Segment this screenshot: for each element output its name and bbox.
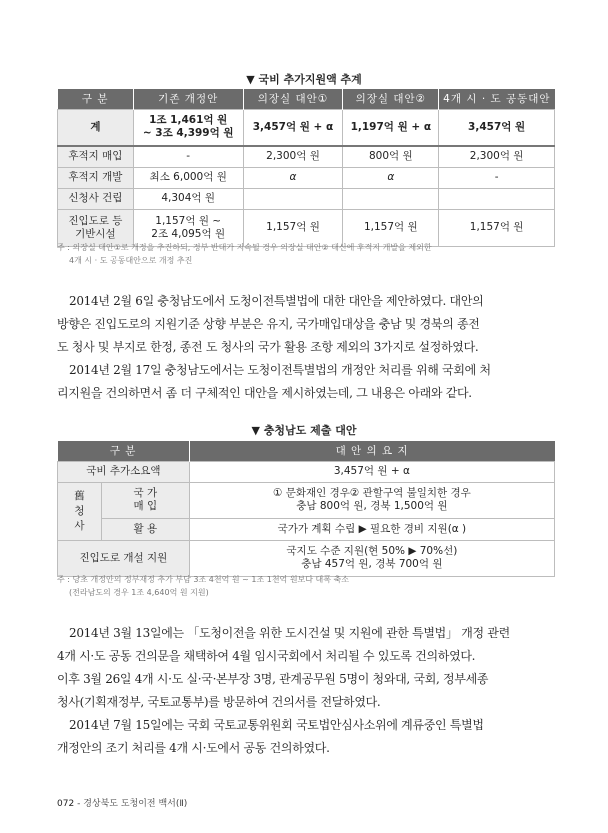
note-line: (전라남도의 경우 1조 4,640억 원 지원): [69, 588, 209, 597]
text-line: 2014년 2월 17일 충청남도에서는 도청이전특별법의 개정안 처리를 위해 국회에 처: [69, 363, 491, 377]
row-label: 후적지 매입: [58, 146, 134, 167]
cell-value: α: [343, 167, 439, 188]
table-row: [58, 482, 555, 518]
table2-title: ▼ 충청남도 제출 대안: [251, 424, 357, 437]
row-label: 진입도로 개설 지원: [58, 540, 190, 576]
cell-value: [189, 482, 554, 518]
page-number: 072: [57, 799, 75, 809]
text-line: 방향은 진입도로의 지원기준 상향 부분은 유지, 국가매입대상을 충남 및 경북의 종전: [57, 317, 480, 331]
cell-value: -: [133, 146, 243, 167]
cell-value: 최소 6,000억 원: [133, 167, 243, 188]
text-line: 2014년 3월 13일에는 「도청이전을 위한 도시건설 및 지원에 관한 특별법」 개정 관련: [69, 626, 510, 640]
cell-value: 1,157억 원: [439, 209, 555, 246]
header-existing: 기존 개정안: [133, 89, 243, 109]
table-row: [58, 518, 555, 540]
cell-value: [343, 188, 439, 209]
sub-label: [101, 482, 189, 518]
note-line: 4개 시 · 도 공동대안으로 개정 추진: [69, 256, 193, 265]
chungnam-alternative-table: [57, 441, 555, 577]
header-summary: 대 안 의 요 지: [189, 441, 554, 461]
note-line: 주 : 당초 개정안의 정부재정 추가 부담 3조 4천억 원 ~ 1조 1천억 원보다 대폭 축소: [57, 575, 350, 584]
cell-line: 1,157억 원 ~: [155, 214, 222, 227]
page-footer: [57, 796, 187, 809]
cell-value: [243, 188, 343, 209]
paragraph-2: [57, 622, 555, 760]
paragraph-1: [57, 290, 555, 405]
cell-line: ~ 3조 4,399억 원: [142, 127, 234, 140]
text-line: 리지원을 건의하면서 좀 더 구체적인 대안을 제시하였는데, 그 내용은 아래와 같다.: [57, 386, 472, 400]
cell-line: 충남 457억 원, 경북 700억 원: [301, 558, 443, 570]
text-line: 2014년 2월 6일 충청남도에서 도청이전특별법에 대한 대안을 제안하였다. 대안의: [69, 294, 484, 308]
table-header-row: [58, 89, 555, 109]
label-char: 사: [74, 519, 85, 532]
text-line: 2014년 7월 15일에는 국회 국토교통위원회 국토법안심사소위에 계류중인 특별법: [69, 718, 484, 732]
group-label-old-office: [58, 482, 102, 540]
table1-title: ▼ 국비 추가지원액 추계: [246, 73, 362, 86]
table-row: [58, 188, 555, 209]
cell-value: 4,304억 원: [133, 188, 243, 209]
label-line: 매 입: [133, 500, 158, 512]
table1-note: [57, 241, 432, 267]
text-line: 도 청사 및 부지로 한정, 종전 도 청사의 국가 활용 조항 제외의 3가지로 설정하였다.: [57, 340, 479, 354]
label-char: 舊: [74, 489, 85, 502]
table-row: [58, 540, 555, 576]
cell-value: 1,197억 원 + α: [343, 109, 439, 146]
cell-line: ① 문화재인 경우② 관할구역 불일치한 경우: [272, 487, 471, 499]
row-label: 신청사 건립: [58, 188, 134, 209]
row-label: 계: [58, 109, 134, 146]
label-line: 국 가: [133, 487, 158, 499]
text-line: 이후 3월 26일 4개 시·도 실·국·본부장 3명, 관계공무원 5명이 청와대, 국회, 정부세종: [57, 672, 489, 686]
cell-value: [439, 188, 555, 209]
sub-label: 활 용: [101, 518, 189, 540]
cell-value: [133, 109, 243, 146]
text-line: 4개 시·도 공동 건의문을 채택하여 4월 임시국회에서 처리될 수 있도록 건의하였다.: [57, 649, 476, 663]
cell-line: 2조 4,095억 원: [151, 227, 226, 240]
cell-line: 국지도 수준 지원(현 50% ▶ 70%선): [286, 545, 458, 557]
table-row: [58, 167, 555, 188]
row-label: 후적지 개발: [58, 167, 134, 188]
header-alt1: 의장실 대안①: [243, 89, 343, 109]
table-row-total: [58, 109, 555, 146]
cell-value: -: [439, 167, 555, 188]
text-line: 청사(기획재정부, 국토교통부)를 방문하여 건의서를 전달하였다.: [57, 695, 381, 709]
header-category: 구 분: [58, 441, 190, 461]
cell-line: 충남 800억 원, 경북 1,500억 원: [296, 500, 448, 512]
cell-value: 1,157억 원: [343, 209, 439, 246]
cell-value: 국가가 계획 수립 ▶ 필요한 경비 지원(α ): [189, 518, 554, 540]
header-category: 구 분: [58, 89, 134, 109]
table-row: [58, 146, 555, 167]
cell-value: 1,157억 원: [243, 209, 343, 246]
text-line: 개정안의 조기 처리를 4개 시·도에서 공동 건의하였다.: [57, 741, 330, 755]
header-joint: 4개 시 · 도 공동대안: [439, 89, 555, 109]
label-line: 진입도로 등: [68, 214, 123, 227]
cell-value: 3,457억 원 + α: [189, 461, 554, 482]
header-alt2: 의장실 대안②: [343, 89, 439, 109]
book-title: 경상북도 도청이전 백서(Ⅱ): [83, 799, 188, 809]
cell-value: 2,300억 원: [243, 146, 343, 167]
cell-value: α: [243, 167, 343, 188]
cell-value: 3,457억 원: [439, 109, 555, 146]
row-label: 국비 추가소요액: [58, 461, 190, 482]
table-row: [58, 461, 555, 482]
cell-value: 2,300억 원: [439, 146, 555, 167]
cell-value: 3,457억 원 + α: [243, 109, 343, 146]
cell-value: 800억 원: [343, 146, 439, 167]
label-line: 기반시설: [75, 227, 116, 240]
footer-separator: -: [77, 799, 81, 809]
cell-value: [189, 540, 554, 576]
note-line: 주 : 의장실 대안①로 개정을 추진하되, 정부 반대가 지속될 경우 의장실 대안② 대신에 후적지 개발을 제외한: [57, 243, 432, 252]
label-char: 청: [74, 504, 85, 517]
national-funding-table: [57, 89, 555, 247]
table-header-row: [58, 441, 555, 461]
cell-line: 1조 1,461억 원: [149, 114, 228, 127]
table2-note: [57, 573, 349, 599]
